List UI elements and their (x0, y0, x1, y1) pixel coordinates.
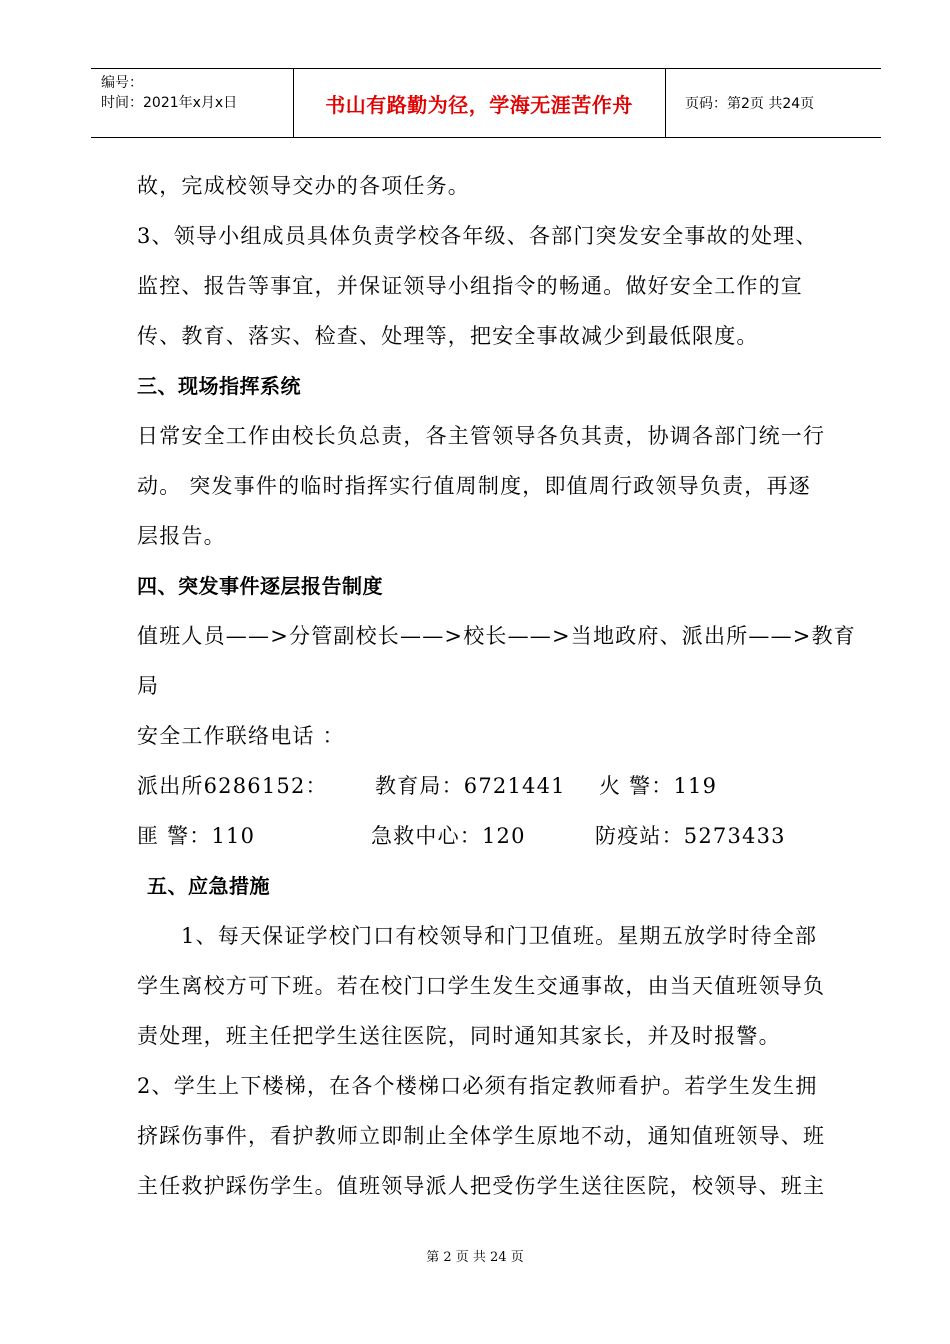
phone-entry: 派出所6286152： (137, 774, 328, 798)
phone-entry: 教育局：6721441 (375, 774, 566, 798)
header-page-label: 页码：第2页 共24页 (685, 96, 815, 112)
section-heading: 三、现场指挥系统 (137, 374, 301, 398)
header-motto: 书山有路勤为径，学海无涯苦作舟 (325, 92, 633, 117)
paragraph-line: 局 (137, 674, 160, 698)
paragraph-line: 安全工作联络电话 ： (137, 724, 345, 748)
phone-row (137, 814, 837, 864)
paragraph-line: 日常安全工作由校长负总责，各主管领导各负其责，协调各部门统一行 (137, 424, 826, 448)
document-body (137, 164, 856, 1214)
header-divider (665, 69, 666, 137)
paragraph-line: 监控、报告等事宜，并保证领导小组指令的畅通。做好安全工作的宣 (137, 274, 803, 298)
paragraph-line: 责处理，班主任把学生送往医院，同时通知其家长，并及时报警。 (137, 1024, 781, 1048)
paragraph-line: 主任救护踩伤学生。值班领导派人把受伤学生送往医院，校领导、班主 (137, 1174, 826, 1198)
header-meta (101, 73, 237, 113)
paragraph-line: 1、每天保证学校门口有校领导和门卫值班。星期五放学时待全部 (181, 924, 818, 948)
phone-entry: 火 警：119 (599, 774, 718, 798)
paragraph-line: 2、学生上下楼梯，在各个楼梯口必须有指定教师看护。若学生发生拥 (137, 1074, 818, 1098)
time-label: 时间：2021年x月x日 (101, 95, 238, 111)
paragraph-line: 层报告。 (137, 524, 226, 548)
header-table (91, 68, 881, 138)
section-heading: 五、应急措施 (147, 874, 270, 898)
paragraph-line: 动。 突发事件的临时指挥实行值周制度，即值周行政领导负责，再逐 (137, 474, 811, 498)
paragraph-line: 传、教育、落实、检查、处理等，把安全事故减少到最低限度。 (137, 324, 759, 348)
phone-entry: 防疫站：5273433 (595, 824, 786, 848)
paragraph-line: 故，完成校领导交办的各项任务。 (137, 174, 470, 198)
serial-label: 编号： (101, 75, 143, 91)
paragraph-line: 3、领导小组成员具体负责学校各年级、各部门突发安全事故的处理、 (137, 224, 818, 248)
paragraph-line: 学生离校方可下班。若在校门口学生发生交通事故，由当天值班领导负 (137, 974, 826, 998)
phone-entry: 急救中心：120 (371, 824, 526, 848)
phone-row (137, 764, 837, 814)
phone-entry: 匪 警：110 (137, 824, 256, 848)
paragraph-line: 值班人员——>分管副校长——>校长——>当地政府、派出所——>教育 (137, 624, 856, 648)
section-heading: 四、突发事件逐层报告制度 (137, 574, 383, 598)
paragraph-line: 挤踩伤事件，看护教师立即制止全体学生原地不动，通知值班领导、班 (137, 1124, 826, 1148)
page-footer: 第 2 页 共 24 页 (426, 1250, 524, 1265)
